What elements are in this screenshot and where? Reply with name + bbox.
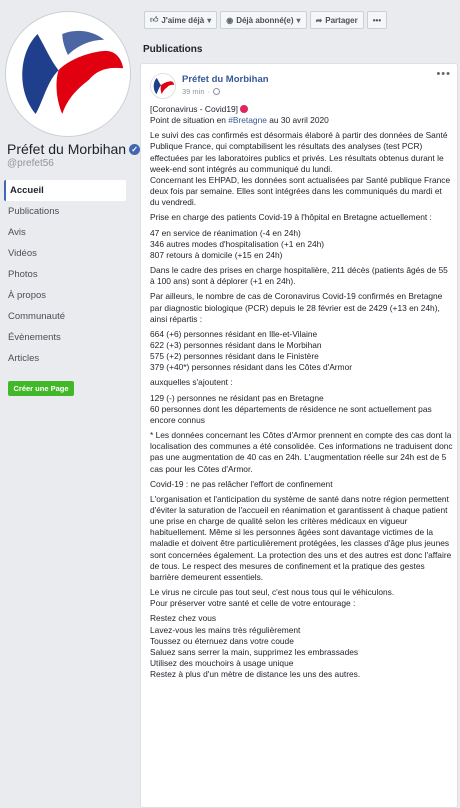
post-paragraph: 664 (+6) personnes résidant en Ille-et-Vilaine 622 (+3) personnes résidant dans le Morbihan 575 (+2) personnes résidant dans le Finistère 379 (+40*) personnes résidant dans les Côtes d'Armor bbox=[150, 328, 353, 373]
page-handle: @prefet56 bbox=[7, 158, 54, 169]
post-paragraph: auxquelles s'ajoutent : bbox=[150, 377, 233, 388]
post-author-avatar[interactable] bbox=[150, 73, 176, 99]
marianne-logo-icon bbox=[9, 15, 127, 133]
nav-item-8[interactable]: Articles bbox=[8, 353, 40, 364]
share-button[interactable] bbox=[310, 11, 364, 29]
follow-button[interactable] bbox=[220, 11, 306, 29]
nav-item-1[interactable]: Publications bbox=[8, 206, 60, 217]
post-headline: [Coronavirus - Covid19] bbox=[150, 104, 238, 114]
post-paragraph: Le virus ne circule pas tout seul, c'est nous tous qui le véhiculons. Pour préserver votre santé et celle de votre entourage : bbox=[150, 587, 395, 609]
nav-item-6[interactable]: Communauté bbox=[8, 311, 66, 322]
page-name bbox=[7, 141, 140, 157]
like-label: J'aime déjà bbox=[161, 15, 205, 25]
post-paragraph: Prise en charge des patients Covid-19 à l'hôpital en Bretagne actuellement : bbox=[150, 212, 432, 223]
post-meta bbox=[182, 87, 220, 96]
thumbs-up-icon: 👍︎ bbox=[150, 15, 159, 24]
page-name-text: Préfet du Morbihan bbox=[7, 141, 127, 157]
post-card bbox=[140, 63, 458, 808]
verified-badge-icon: ✓ bbox=[129, 144, 140, 155]
nav-item-5[interactable]: À propos bbox=[8, 290, 47, 301]
like-button[interactable] bbox=[144, 11, 217, 29]
nav-item-3[interactable]: Vidéos bbox=[8, 248, 37, 259]
separator: · bbox=[207, 87, 211, 96]
post-paragraph: Dans le cadre des prises en charge hospitalière, 211 décès (patients âgés de 55 à 100 ans) sont à déplorer (+1 en 24h). bbox=[150, 265, 448, 287]
share-label: Partager bbox=[325, 15, 358, 25]
post-paragraphs bbox=[150, 130, 453, 680]
situation-prefix: Point de situation en bbox=[150, 115, 229, 126]
post-paragraph: Par ailleurs, le nombre de cas de Coronavirus Covid-19 confirmés en Bretagne par diagnostic biologique (PCR) depuis le 28 février est de 2429 (+13 en 24h), ainsi répartis : bbox=[150, 291, 443, 324]
more-actions-button[interactable]: ••• bbox=[367, 11, 387, 29]
post-paragraph: 129 (-) personnes ne résidant pas en Bretagne 60 personnes dont les départements de résidence ne sont actuellement pas encore connus bbox=[150, 392, 432, 425]
marianne-logo-icon bbox=[151, 74, 175, 98]
post-paragraph: Restez chez vous Lavez-vous les mains très régulièrement Toussez ou éternuez dans votre coude Saluez sans serrer la main, supprimez les embrassades Utilisez des mouchoirs à usage unique Restez à plus d'un mètre de distance les uns des autres. bbox=[150, 613, 361, 680]
post-author[interactable]: Préfet du Morbihan bbox=[182, 74, 269, 85]
rss-icon: ◉ bbox=[226, 15, 234, 25]
situation-suffix: au 30 avril 2020 bbox=[266, 115, 329, 126]
nav-item-4[interactable]: Photos bbox=[8, 269, 38, 280]
page-actions bbox=[144, 11, 387, 29]
post-paragraph: L'organisation et l'anticipation du système de santé dans notre région permettent d'éviter la saturation de l'accueil en réanimation et garantissent à chaque patient une prise en charge de qualité selon les critères médicaux en vigueur habituellement. Même si les personnes âgées sont davantage victimes de la maladie et doivent être particulièrement protégées, les classes d'âge plus jeunes sont concernées également. La protection des uns et des autres est donc l'affaire de tous. Le respect des mesures de confinement et la pratique des gestes barrière demeurent essentiels. bbox=[150, 493, 452, 582]
post-paragraph: Covid-19 : ne pas relâcher l'effort de confinement bbox=[150, 478, 333, 489]
post-intro bbox=[150, 104, 453, 126]
share-arrow-icon: ➦ bbox=[315, 15, 323, 25]
profile-picture[interactable] bbox=[6, 12, 130, 136]
create-page-button[interactable]: Créer une Page bbox=[8, 381, 74, 396]
publications-heading: Publications bbox=[143, 44, 203, 55]
chevron-down-icon: ▾ bbox=[296, 15, 301, 25]
post-options-button[interactable]: ••• bbox=[436, 68, 451, 80]
post-timestamp[interactable]: 39 min bbox=[182, 87, 205, 96]
left-sidebar bbox=[0, 0, 138, 808]
chevron-down-icon: ▾ bbox=[207, 15, 212, 25]
follow-label: Déjà abonné(e) bbox=[236, 15, 294, 25]
post-body bbox=[150, 104, 453, 684]
hashtag-link[interactable]: #Bretagne bbox=[228, 115, 267, 126]
globe-icon bbox=[213, 88, 220, 95]
post-paragraph: Le suivi des cas confirmés est désormais élaboré à partir des données de Santé Publique France, qui comptabilisent les résultats des analyses (test PCR) effectuées par les laboratoires publics et privés. Les résultats obtenus durant le week-end sont intégrés au communiqué du lundi. Concernant les EHPAD, les données sont actualisées par Santé publique France deux fois par semaine. Elles sont intégrées dans les communiqués du mardi et du vendredi. bbox=[150, 130, 451, 208]
nav-item-2[interactable]: Avis bbox=[8, 227, 26, 238]
nav-item-0[interactable]: Accueil bbox=[4, 180, 126, 201]
red-circle-icon bbox=[240, 105, 248, 113]
page-nav bbox=[4, 180, 126, 369]
post-paragraph: * Les données concernant les Côtes d'Armor prennent en compte des cas dont la localisation des communes a été consolidée. Ces informations ne traduisent donc pas une augmentation de 40 cas en 24h. L'augmentation réelle sur 24h est de 5 cas pour les Côtes d'Armor. bbox=[150, 430, 453, 474]
nav-item-7[interactable]: Évènements bbox=[8, 332, 61, 343]
post-paragraph: 47 en service de réanimation (-4 en 24h) 346 autres modes d'hospitalisation (+1 en 24h) 807 retours à domicile (+15 en 24h) bbox=[150, 227, 325, 260]
